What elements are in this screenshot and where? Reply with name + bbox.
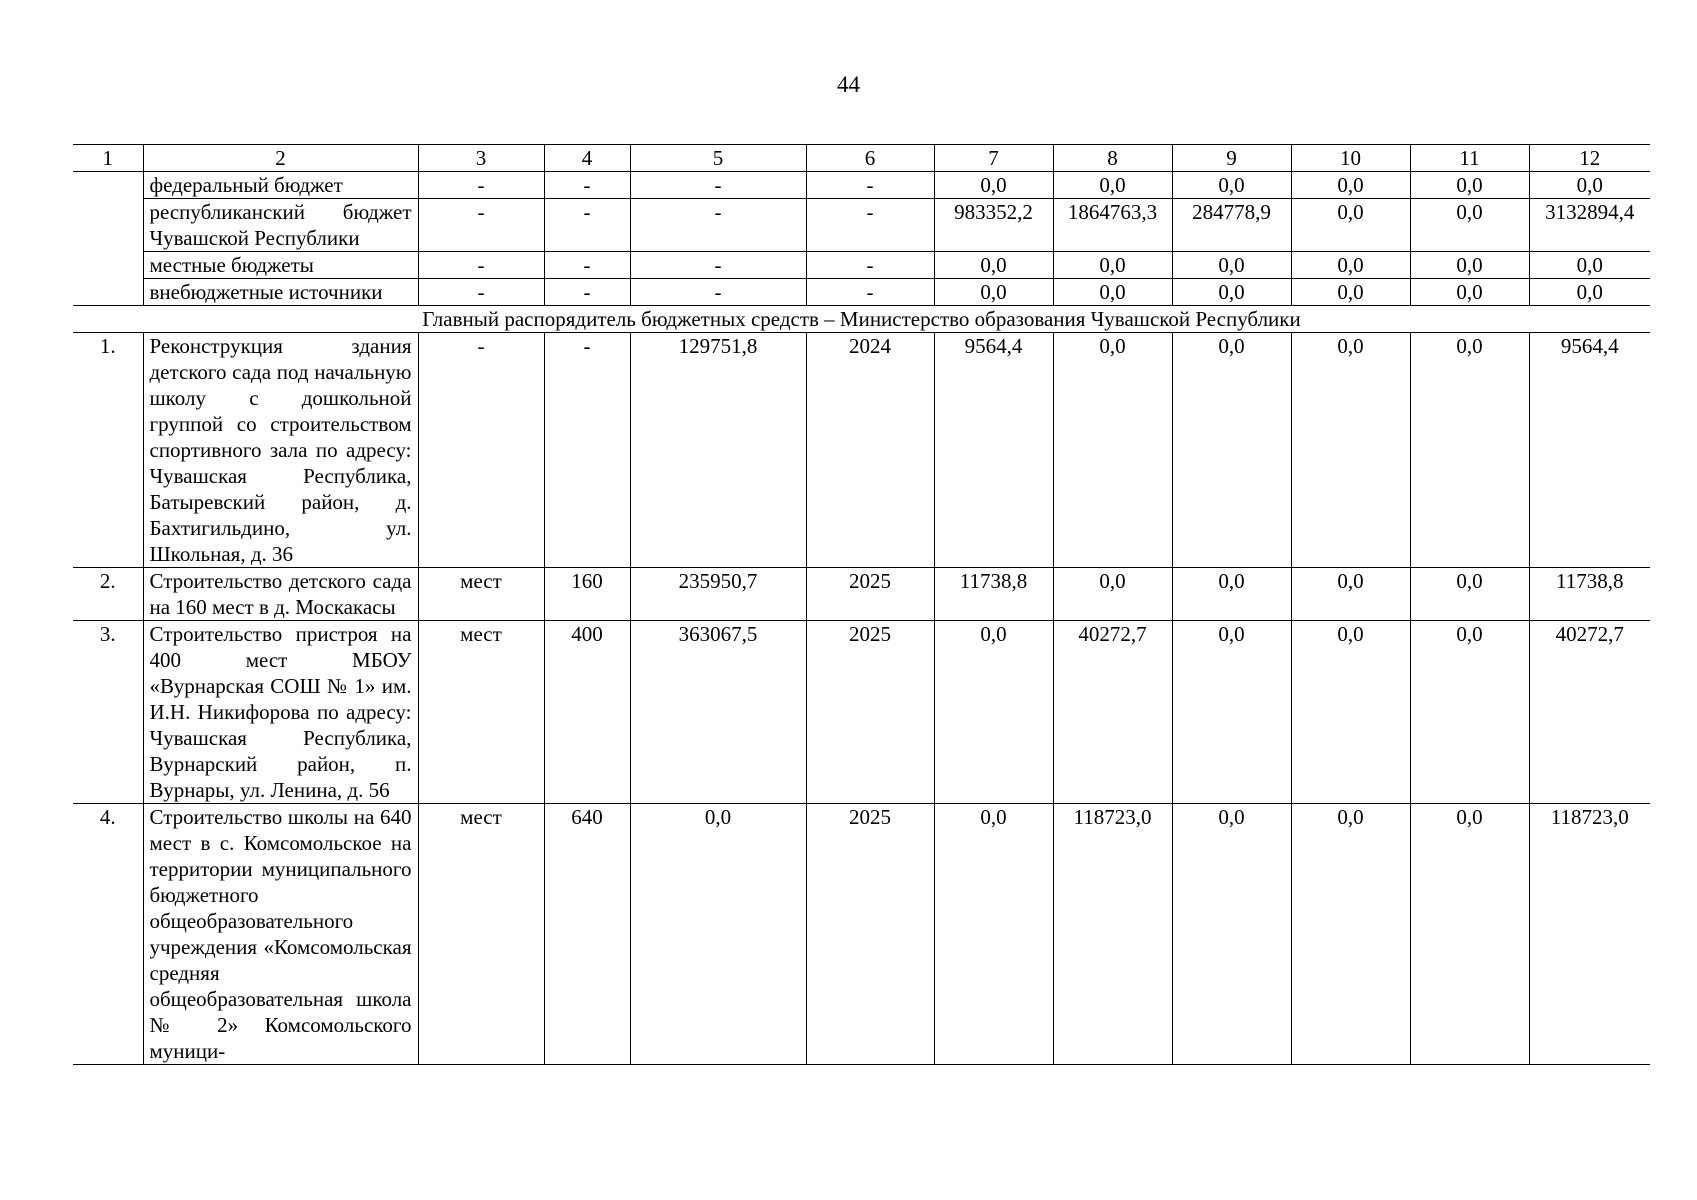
cell: 0,0 [934,621,1053,804]
budget-table [73,144,1650,1065]
empty-cell [73,172,143,199]
cell: - [806,252,934,279]
funding-source-label: федеральный бюджет [143,172,418,199]
funding-source-label: местные бюджеты [143,252,418,279]
cell: мест [418,804,544,1065]
cell: 983352,2 [934,199,1053,252]
item-description: Строительство детского сада на 160 мест в д. Москакасы [143,568,418,621]
column-number: 3 [418,145,544,172]
column-number: 11 [1410,145,1529,172]
cell: 40272,7 [1053,621,1172,804]
cell: 0,0 [1291,199,1410,252]
cell: - [806,199,934,252]
item-number: 3. [73,621,143,804]
cell: 284778,9 [1172,199,1291,252]
cell: 0,0 [1291,252,1410,279]
item-number: 4. [73,804,143,1065]
empty-cell [73,252,143,279]
funding-row-federal [73,172,1650,199]
cell: 3132894,4 [1529,199,1650,252]
column-number: 8 [1053,145,1172,172]
cell: 0,0 [1410,621,1529,804]
column-number: 6 [806,145,934,172]
column-number: 10 [1291,145,1410,172]
cell: - [418,279,544,306]
cell: 0,0 [1172,333,1291,568]
cell: 0,0 [1172,621,1291,804]
cell: 0,0 [1053,568,1172,621]
cell: 0,0 [1291,279,1410,306]
column-number: 1 [73,145,143,172]
page-number: 44 [837,72,860,97]
table-row [73,621,1650,804]
column-number: 12 [1529,145,1650,172]
cell: 0,0 [934,279,1053,306]
table-row [73,333,1650,568]
cell: 363067,5 [630,621,806,804]
cell: - [544,172,630,199]
cell: 9564,4 [934,333,1053,568]
cell: 235950,7 [630,568,806,621]
item-description: Реконструкция здания детского сада под начальную школу с дошкольной группой со строительством спортивного зала по адресу: Чувашская Республика, Батыревский район, д. Бахтигильдино, ул. Школьная, д. 36 [143,333,418,568]
cell: - [544,199,630,252]
cell: 118723,0 [1529,804,1650,1065]
column-number: 9 [1172,145,1291,172]
cell: 0,0 [1529,252,1650,279]
cell: 40272,7 [1529,621,1650,804]
cell: 2025 [806,804,934,1065]
cell: 0,0 [1172,804,1291,1065]
cell: 0,0 [1410,252,1529,279]
column-number: 7 [934,145,1053,172]
cell: 1864763,3 [1053,199,1172,252]
table-row [73,568,1650,621]
administrator-heading: Главный распорядитель бюджетных средств – Министерство образования Чувашской Республики [73,306,1650,333]
cell: - [806,279,934,306]
cell: 9564,4 [1529,333,1650,568]
cell: - [418,199,544,252]
cell: 0,0 [1172,252,1291,279]
column-number: 5 [630,145,806,172]
cell: 0,0 [1291,621,1410,804]
cell: 0,0 [1410,568,1529,621]
cell: 11738,8 [1529,568,1650,621]
cell: 2024 [806,333,934,568]
cell: - [630,252,806,279]
cell: 2025 [806,621,934,804]
cell: мест [418,621,544,804]
table-row [73,804,1650,1065]
cell: 0,0 [1053,279,1172,306]
cell: 0,0 [1172,568,1291,621]
column-number: 2 [143,145,418,172]
cell: 0,0 [1291,333,1410,568]
cell: 129751,8 [630,333,806,568]
cell: 0,0 [1291,172,1410,199]
cell: 0,0 [1291,804,1410,1065]
cell: - [418,333,544,568]
cell: 0,0 [1172,279,1291,306]
cell: 0,0 [1172,172,1291,199]
cell: 640 [544,804,630,1065]
item-number: 2. [73,568,143,621]
cell: 2025 [806,568,934,621]
funding-source-label: внебюджетные источники [143,279,418,306]
cell: 0,0 [1053,333,1172,568]
cell: 0,0 [1410,804,1529,1065]
cell: - [630,172,806,199]
funding-source-label: республиканский бюджет Чувашской Республики [143,199,418,252]
funding-row-local [73,252,1650,279]
cell: 0,0 [1410,199,1529,252]
cell: 0,0 [934,804,1053,1065]
cell: 0,0 [1410,333,1529,568]
funding-row-republican [73,199,1650,252]
cell: 0,0 [1410,172,1529,199]
empty-cell [73,199,143,252]
cell: - [544,252,630,279]
cell: 0,0 [1529,279,1650,306]
item-description: Строительство пристроя на 400 мест МБОУ «Вурнарская СОШ № 1» им. И.Н. Никифорова по адресу: Чувашская Республика, Вурнарский район, п. Вурнары, ул. Ленина, д. 56 [143,621,418,804]
cell: 0,0 [1410,279,1529,306]
cell: - [806,172,934,199]
cell: - [544,333,630,568]
empty-cell [73,279,143,306]
cell: - [418,252,544,279]
funding-row-extrabudgetary [73,279,1650,306]
cell: - [630,199,806,252]
cell: 160 [544,568,630,621]
cell: 0,0 [934,172,1053,199]
cell: - [630,279,806,306]
cell: 0,0 [1053,252,1172,279]
item-number: 1. [73,333,143,568]
cell: - [544,279,630,306]
column-number: 4 [544,145,630,172]
cell: 0,0 [1529,172,1650,199]
cell: 400 [544,621,630,804]
cell: 0,0 [1291,568,1410,621]
administrator-heading-row [73,306,1650,333]
cell: - [418,172,544,199]
cell: мест [418,568,544,621]
cell: 11738,8 [934,568,1053,621]
cell: 0,0 [934,252,1053,279]
cell: 0,0 [1053,172,1172,199]
cell: 0,0 [630,804,806,1065]
item-description: Строительство школы на 640 мест в с. Комсомольское на территории муниципального бюджетного общеобразовательного учреждения «Комсомольская средняя общеобразовательная школа № 2» Комсомольского муници- [143,804,418,1065]
column-number-row [73,145,1650,172]
cell: 118723,0 [1053,804,1172,1065]
